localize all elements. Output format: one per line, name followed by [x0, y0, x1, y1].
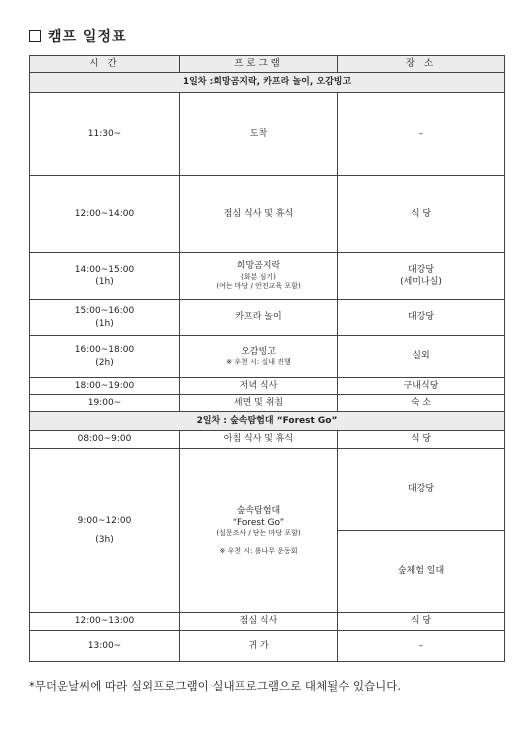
- program-detail: (화분 심기): [241, 272, 276, 281]
- header-place: 장 소: [338, 56, 505, 73]
- title-text: 캠프 일정표: [48, 29, 127, 45]
- duration-text: (2h): [95, 357, 114, 368]
- day2-banner: 2일차 : 숲속탐험대 “Forest Go”: [30, 412, 505, 431]
- time-cell: 08:00~9:00: [30, 431, 180, 449]
- program-detail: ※ 우천 시: 실내 진행: [226, 357, 291, 366]
- time-cell: [30, 449, 180, 613]
- time-text: 9:00~12:00: [77, 516, 132, 527]
- table-row: [30, 631, 505, 662]
- time-cell: 12:00~13:00: [30, 613, 180, 631]
- header-program: 프로그램: [180, 56, 338, 73]
- table-row: [30, 613, 505, 631]
- place-cell: 식 당: [338, 176, 505, 253]
- place-cell: 구내식당: [338, 378, 505, 395]
- program-detail: ※ 우천 시: 롤나무 운동회: [219, 546, 298, 555]
- table-row: [30, 378, 505, 395]
- time-text: 14:00~15:00: [74, 264, 135, 275]
- table-row: [30, 253, 505, 300]
- checkbox-square-icon: [29, 30, 41, 42]
- header-row: [30, 56, 505, 73]
- program-cell: 세면 및 취침: [180, 395, 338, 412]
- table-row: [30, 395, 505, 412]
- table-row: [30, 449, 505, 531]
- program-text: 오감빙고: [241, 346, 276, 357]
- program-cell: [180, 449, 338, 613]
- duration-text: (1h): [95, 277, 114, 287]
- place-cell: 숙 소: [338, 395, 505, 412]
- place-cell: 실외: [338, 336, 505, 378]
- program-cell: [180, 253, 338, 300]
- program-detail: (설문조사 / 닫는 마당 포함): [216, 529, 301, 538]
- program-detail: (여는 마당 / 안전교육 포함): [216, 282, 301, 291]
- place-detail: (세미나실): [400, 277, 442, 287]
- table-row: [30, 93, 505, 176]
- place-cell: 식 당: [338, 613, 505, 631]
- duration-text: (3h): [95, 534, 114, 545]
- page-title: [29, 26, 127, 46]
- program-cell: 귀 가: [180, 631, 338, 662]
- time-cell: 12:00~14:00: [30, 176, 180, 253]
- place-cell: 식 당: [338, 431, 505, 449]
- place-cell: 대강당: [338, 300, 505, 336]
- place-cell: –: [338, 93, 505, 176]
- program-text: 숲속탐험대: [236, 505, 281, 516]
- table-row: [30, 176, 505, 253]
- time-cell: 19:00~: [30, 395, 180, 412]
- program-cell: 점심 식사: [180, 613, 338, 631]
- time-cell: [30, 253, 180, 300]
- time-text: 15:00~16:00: [74, 306, 135, 317]
- schedule-table: [29, 55, 505, 662]
- time-cell: [30, 300, 180, 336]
- place-cell: [338, 253, 505, 300]
- time-cell: 11:30~: [30, 93, 180, 176]
- time-cell: [30, 336, 180, 378]
- program-cell: 도착: [180, 93, 338, 176]
- program-cell: 저녁 식사: [180, 378, 338, 395]
- time-cell: 13:00~: [30, 631, 180, 662]
- table-row: [30, 336, 505, 378]
- place-cell: 숲체험 일대: [338, 531, 505, 613]
- program-cell: [180, 336, 338, 378]
- program-cell: 카프라 놀이: [180, 300, 338, 336]
- day1-banner: 1일차 :희망곰지락, 카프라 놀이, 오감빙고: [30, 73, 505, 93]
- program-cell: 아침 식사 및 휴식: [180, 431, 338, 449]
- place-cell: 대강당: [338, 449, 505, 531]
- header-time: 시 간: [30, 56, 180, 73]
- program-text: 희망곰지락: [236, 261, 281, 272]
- footnote: *무더운날씨에 따라 실외프로그램이 실내프로그램으로 대체될수 있습니다.: [29, 679, 402, 693]
- place-cell: –: [338, 631, 505, 662]
- table-row: [30, 300, 505, 336]
- time-text: 16:00~18:00: [74, 345, 135, 356]
- time-cell: 18:00~19:00: [30, 378, 180, 395]
- duration-text: (1h): [95, 318, 114, 329]
- table-row: [30, 431, 505, 449]
- program-cell: 점심 식사 및 휴식: [180, 176, 338, 253]
- place-text: 대강당: [407, 264, 435, 275]
- program-subtitle: “Forest Go”: [232, 518, 285, 529]
